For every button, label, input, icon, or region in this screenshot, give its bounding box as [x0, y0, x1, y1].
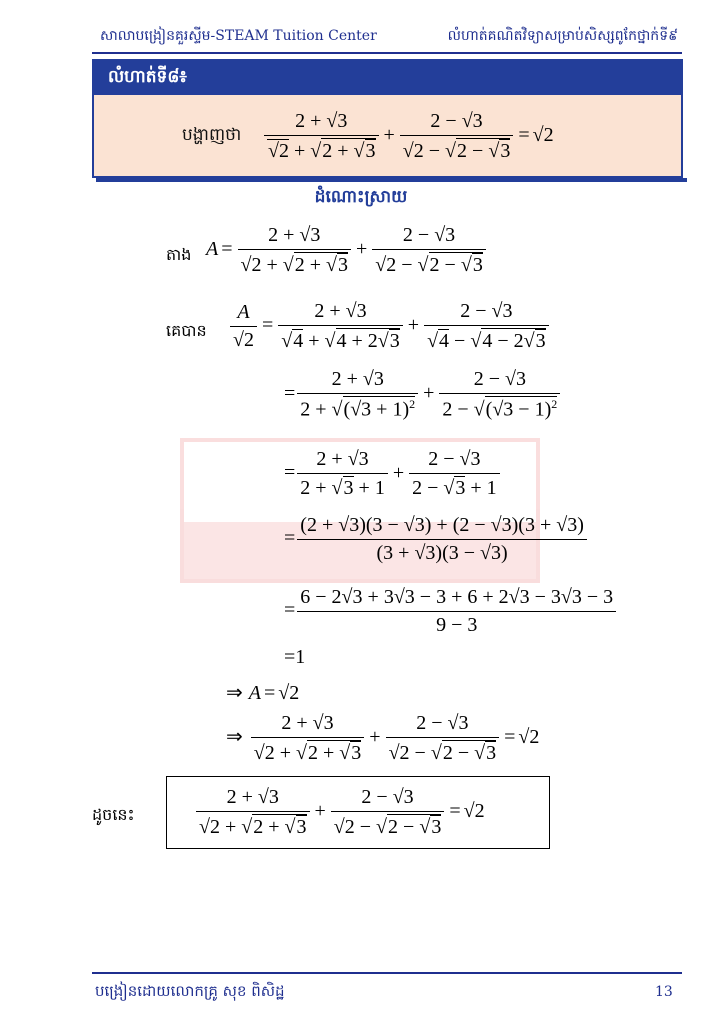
solution-title: ដំណោះស្រាយ — [314, 187, 408, 207]
let-label: តាង — [166, 245, 192, 264]
step-result-one: =1 — [284, 646, 306, 668]
step-implies-a: ⇒ A = √2 — [226, 682, 300, 704]
step-divide: $\frac{A}{√2}$ = $\frac{2 + √3}{√4 + √4 + 2√3}$ + $\frac{2 - √3}{√4 - √4 - 2√3}$ — [228, 300, 551, 353]
step-implies-equation: ⇒ $\frac{2 + √3}{√2 + √2 + √3}$ + $\frac{2 - √3}{√2 - √2 - √3}$ = √2 — [226, 712, 540, 764]
page-header — [92, 24, 682, 50]
exercise-equation: $\frac{2 + √3}{√2 + √2 + √3}$ + $\frac{2 - √3}{√2 - √2 - √3}$ = √2 — [262, 110, 554, 163]
exercise-title: លំហាត់ទី៨៖ — [92, 59, 683, 93]
footer-author: បង្រៀនដោយលោកគ្រូ សុខ ពិសិដ្ឋ — [95, 982, 285, 1000]
step-square-form: = $\frac{2 + √3}{2 + √(√3 + 1)^2}$ + $\frac{2 - √3}{2 - √(√3 - 1)^2}$ — [284, 368, 562, 422]
conclusion-label: ដូចនេះ — [92, 805, 135, 824]
step-expanded: = $\frac{6 - 2√3 + 3√3 - 3 + 6 + 2√3 - 3√3 - 3}{9 - 3}$ — [284, 586, 618, 637]
page-number: 13 — [655, 984, 673, 1000]
footer-divider — [92, 972, 682, 974]
get-label: គេបាន — [166, 321, 207, 340]
header-book-title: លំហាត់គណិតវិទ្យាសម្រាប់សិស្សពូកែថ្នាក់ទី៩ — [447, 28, 678, 44]
step-simplified: = $\frac{2 + √3}{2 + √3 + 1}$ + $\frac{2 - √3}{2 - √3 + 1}$ — [284, 448, 502, 500]
conclusion-equation: $\frac{2 + √3}{√2 + √2 + √3}$ + $\frac{2 - √3}{√2 - √2 - √3}$ = √2 — [194, 786, 485, 839]
step-let: A = $\frac{2 + √3}{√2 + √2 + √3}$ + $\frac{2 - √3}{√2 - √2 - √3}$ — [206, 224, 488, 277]
header-divider — [92, 52, 682, 54]
exercise-prompt: បង្ហាញថា — [182, 125, 242, 145]
header-school-name: សាលាបង្រៀនគួរស្ទីម-STEAM Tuition Center — [100, 28, 377, 44]
exercise-box-shadow — [96, 178, 687, 182]
step-common-denominator: = $\frac{(2 + √3)(3 - √3) + (2 - √3)(3 + √3)}{(3 + √3)(3 - √3)}$ — [284, 514, 589, 565]
